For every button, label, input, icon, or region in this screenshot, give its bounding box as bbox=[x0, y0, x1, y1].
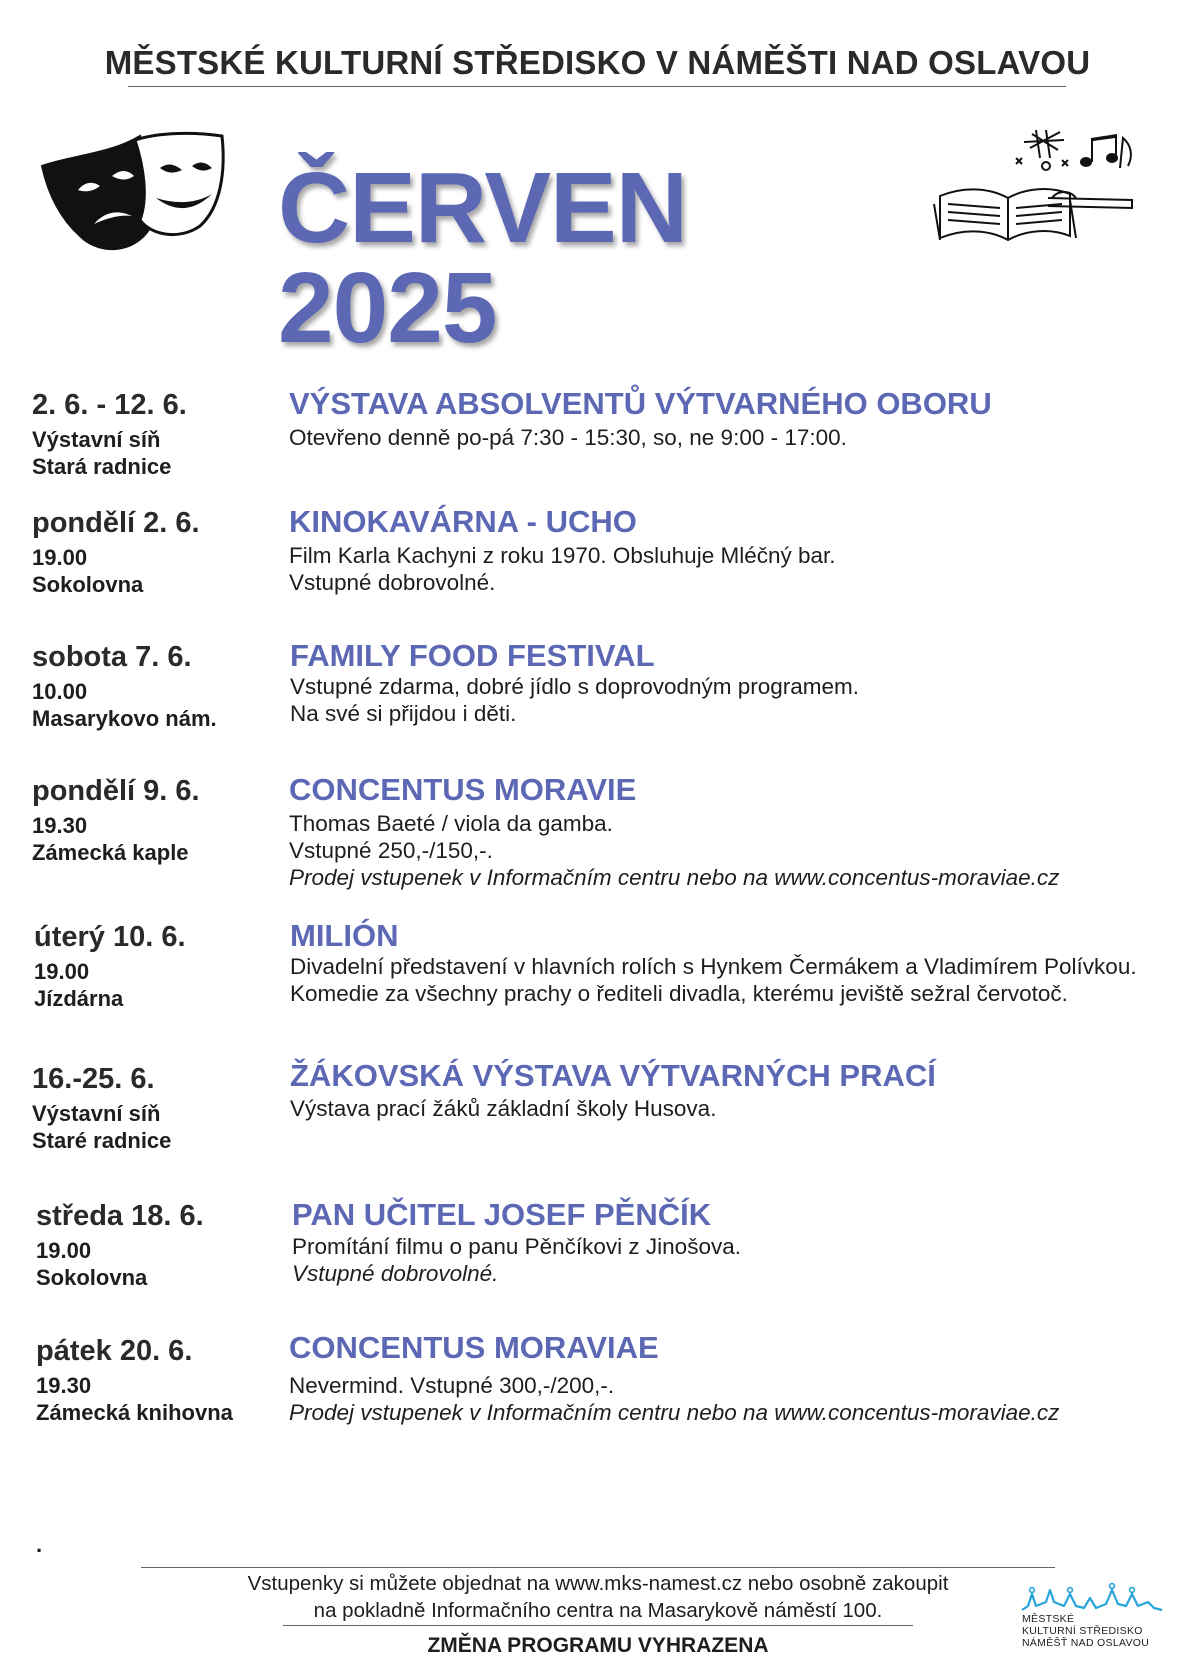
ticket-info-line: Vstupenky si můžete objednat na www.mks-namest.cz nebo osobně zakoupit bbox=[247, 1572, 949, 1595]
event-title: CONCENTUS MORAVIAE bbox=[289, 1330, 659, 1365]
organization-title: MĚSTSKÉ KULTURNÍ STŘEDISKO V NÁMĚŠTI NAD OSLAVOU bbox=[104, 44, 1091, 81]
ticket-sale-note: Prodej vstupenek v Informačním centru nebo na www.concentus-moraviae.cz bbox=[289, 865, 1060, 890]
footer-divider-short bbox=[283, 1625, 913, 1626]
description-line: Komedie za všechny prachy o řediteli divadla, kterému jeviště sežral červotoč. bbox=[290, 981, 1068, 1006]
event-date: sobota 7. 6. bbox=[32, 641, 192, 673]
program-change-notice: ZMĚNA PROGRAMU VYHRAZENA bbox=[427, 1634, 769, 1657]
description-line: Film Karla Kachyni z roku 1970. Obsluhuje Mléčný bar. bbox=[289, 543, 836, 568]
description-line: Thomas Baeté / viola da gamba. bbox=[289, 811, 613, 836]
logo-text-line: NÁMĚŠŤ NAD OSLAVOU bbox=[1022, 1637, 1150, 1649]
event-title: VÝSTAVA ABSOLVENTŮ VÝTVARNÉHO OBORU bbox=[289, 386, 992, 421]
event-description bbox=[289, 424, 847, 451]
title-divider bbox=[128, 86, 1066, 87]
event-title: CONCENTUS MORAVIE bbox=[289, 772, 637, 807]
theatre-masks-icon bbox=[40, 128, 235, 253]
month-title: ČERVEN 2025 bbox=[278, 152, 687, 364]
event-description bbox=[290, 673, 859, 727]
ticket-info-line: na pokladně Informačního centra na Masarykově náměstí 100. bbox=[313, 1599, 883, 1622]
description-line: Vstupné dobrovolné. bbox=[289, 570, 496, 595]
description-line: Vstupné 250,-/150,-. bbox=[289, 838, 493, 863]
event-venue: Zámecká kaple bbox=[32, 840, 189, 865]
ticket-sale-note: Prodej vstupenek v Informačním centru nebo na www.concentus-moraviae.cz bbox=[289, 1400, 1060, 1425]
event-venue: Jízdárna bbox=[34, 986, 124, 1011]
footer-divider bbox=[141, 1567, 1055, 1568]
event-title: ŽÁKOVSKÁ VÝSTAVA VÝTVARNÝCH PRACÍ bbox=[290, 1058, 936, 1093]
logo-text-line: KULTURNÍ STŘEDISKO bbox=[1022, 1625, 1143, 1637]
event-venue-detail: Stará radnice bbox=[32, 454, 172, 479]
logo-text bbox=[1022, 1613, 1149, 1649]
event-title: MILIÓN bbox=[290, 918, 399, 953]
event-venue: Sokolovna bbox=[36, 1265, 148, 1290]
event-description bbox=[292, 1233, 741, 1287]
stray-dot: . bbox=[36, 1532, 43, 1557]
event-date: 2. 6. - 12. 6. bbox=[32, 389, 187, 421]
event-venue: Sokolovna bbox=[32, 572, 144, 597]
event-time: 19.30 bbox=[32, 813, 88, 838]
admission-note: Vstupné dobrovolné. bbox=[292, 1261, 499, 1286]
description-line: Promítání filmu o panu Pěnčíkovi z Jinošova. bbox=[292, 1234, 741, 1259]
event-description bbox=[289, 1372, 1059, 1426]
book-music-icon bbox=[920, 128, 1135, 263]
event-time: 19.00 bbox=[32, 545, 88, 570]
event-time: 19.00 bbox=[36, 1238, 92, 1263]
event-time: 10.00 bbox=[32, 679, 88, 704]
event-description bbox=[290, 953, 1137, 1007]
event-title: FAMILY FOOD FESTIVAL bbox=[290, 638, 655, 673]
event-date: středa 18. 6. bbox=[36, 1200, 204, 1232]
description-line: Vstupné zdarma, dobré jídlo s doprovodným programem. bbox=[290, 674, 860, 699]
event-time: 19.00 bbox=[34, 959, 90, 984]
ticket-info bbox=[141, 1570, 1055, 1624]
event-description bbox=[289, 810, 1059, 891]
description-line: Nevermind. Vstupné 300,-/200,-. bbox=[289, 1373, 615, 1398]
event-date: úterý 10. 6. bbox=[34, 921, 186, 953]
event-venue-detail: Staré radnice bbox=[32, 1128, 172, 1153]
description-line: Na své si přijdou i děti. bbox=[290, 701, 517, 726]
event-title: PAN UČITEL JOSEF PĚNČÍK bbox=[292, 1197, 712, 1232]
event-date: pondělí 2. 6. bbox=[32, 507, 200, 539]
description-line: Divadelní představení v hlavních rolích s Hynkem Čermákem a Vladimírem Polívkou. bbox=[290, 954, 1137, 979]
event-venue: Zámecká knihovna bbox=[36, 1400, 233, 1425]
event-venue: Výstavní síň bbox=[32, 1101, 161, 1126]
event-description bbox=[289, 542, 836, 596]
event-time: 19.30 bbox=[36, 1373, 92, 1398]
logo-text-line: MĚSTSKÉ bbox=[1022, 1613, 1075, 1625]
event-date: pátek 20. 6. bbox=[36, 1335, 193, 1367]
event-venue: Výstavní síň bbox=[32, 427, 161, 452]
description-line: Otevřeno denně po-pá 7:30 - 15:30, so, ne 9:00 - 17:00. bbox=[289, 425, 847, 450]
event-description bbox=[290, 1095, 716, 1122]
event-title: KINOKAVÁRNA - UCHO bbox=[289, 504, 637, 539]
description-line: Výstava prací žáků základní školy Husova. bbox=[290, 1096, 717, 1121]
event-date: 16.-25. 6. bbox=[32, 1063, 155, 1095]
event-venue: Masarykovo nám. bbox=[32, 706, 217, 731]
event-date: pondělí 9. 6. bbox=[32, 775, 200, 807]
